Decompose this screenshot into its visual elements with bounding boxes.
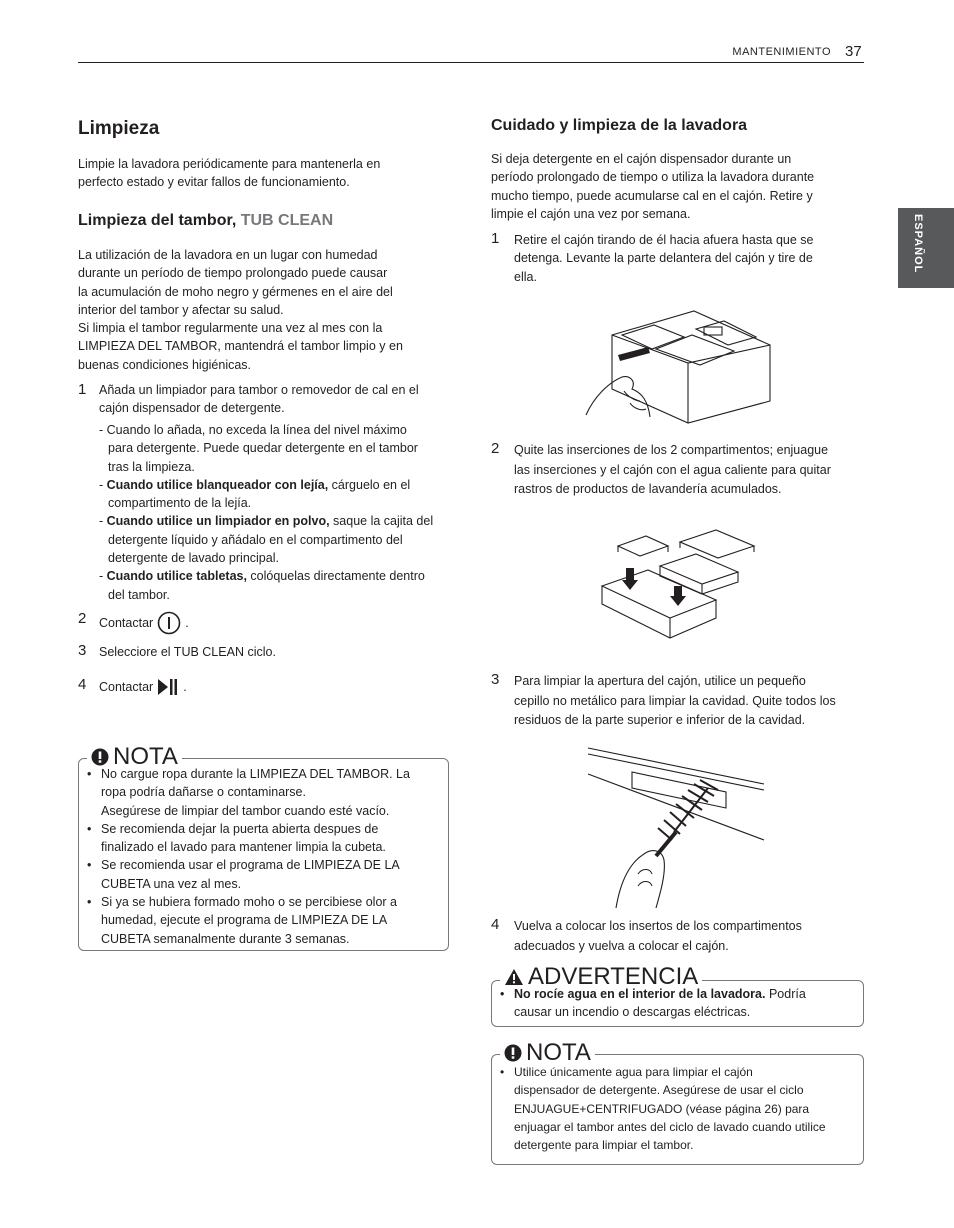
warning-title: ADVERTENCIA [500, 964, 702, 990]
inserts-removal-illustration [598, 528, 758, 646]
note-item: • Utilice únicamente agua para limpiar el cajón dispensador de detergente. Asegúrese de usar el ciclo ENJUAGUE+CENTRIFUGADO (véase página 26) para enjuagar el tambor antes del ciclo de lavado cuando utilice detergente para limpiar el tambor. [500, 1063, 858, 1154]
warning-triangle-icon [504, 968, 524, 986]
language-tab [898, 208, 954, 288]
step-number: 1 [491, 230, 500, 247]
drum-body-text: La utilización de la lavadora en un lugar con humedad durante un período de tiempo prolongado puede causar la acumulación de moho negro y gérmenes en el aire del interior del tambor y afectar su salud. Si limpia el tambor regularmente una vez al mes con la LIMPIEZA DEL TAMBOR, mantendrá el tambor limpio y en buenas condiciones higiénicas. [78, 248, 403, 372]
step4-text: Contactar . [99, 677, 187, 697]
header-rule [78, 62, 864, 63]
note-box [491, 1039, 864, 1165]
step3-text: Selecciore el TUB CLEAN ciclo. [99, 645, 276, 659]
step2-text: Contactar . [99, 611, 189, 635]
care-step1-text: Retire el cajón tirando de él hacia afuera hasta que se detenga. Levante la parte delantera del cajón y tire de ella. [514, 233, 814, 284]
note-item: • No cargue ropa durante la LIMPIEZA DEL TAMBOR. La ropa podría dañarse o contaminarse. Asegúrese de limpiar del tambor cuando esté vacío. [87, 765, 442, 820]
care-step3-text: Para limpiar la apertura del cajón, utilice un pequeño cepillo no metálico para limpiar la cavidad. Quite todos los residuos de la parte superior e inferior de la cavidad. [514, 674, 836, 727]
start-pause-icon [157, 677, 179, 697]
warning-box [491, 963, 864, 1027]
note-box [78, 743, 449, 951]
exclamation-circle-icon [91, 748, 109, 766]
care-title: Cuidado y limpieza de la lavadora [491, 117, 748, 134]
step1-sublist: - Cuando lo añada, no exceda la línea del nivel máximo para detergente. Puede quedar detergente en el tambor tras la limpieza. - Cuando utilice blanqueador con lejía, cárguelo en el compartimento de la lejía. - Cuando utilice un limpiador en polvo, saque la cajita del detergente líquido y añádalo en el compartimento del detergente de lavado principal. - Cuando utilice tabletas, colóquelas directamente dentro del tambor. [99, 423, 434, 602]
care-step4-text: Vuelva a colocar los insertos de los compartimentos adecuados y vuelva a colocar el cajón. [514, 919, 802, 953]
drum-cleaning-subtitle: Limpieza del tambor, TUB CLEAN [78, 212, 334, 229]
note-title: NOTA [500, 1040, 595, 1066]
drawer-removal-illustration [584, 305, 778, 427]
step-number: 1 [78, 381, 87, 398]
section-title: Limpieza [78, 118, 160, 139]
page-number: 37 [845, 43, 862, 60]
warning-item: • No rocíe agua en el interior de la lavadora. Podría causar un incendio o descargas eléctricas. [500, 985, 858, 1022]
step-number: 4 [491, 916, 500, 933]
note-item: • Se recomienda dejar la puerta abierta despues de finalizado el lavado para mantener limpia la cubeta. [87, 820, 442, 857]
note-list [500, 1063, 858, 1154]
tub-clean-label: TUB CLEAN [240, 212, 334, 229]
step-number: 3 [491, 671, 500, 688]
step1-text: Añada un limpiador para tambor o removedor de cal en el cajón dispensador de detergente. [99, 383, 419, 416]
language-tab-label: ESPAÑOL [912, 214, 924, 274]
header-section-title: MANTENIMIENTO [732, 46, 831, 58]
step-number: 4 [78, 676, 87, 693]
step-number: 2 [491, 440, 500, 457]
step-number: 2 [78, 610, 87, 627]
note-item: • Se recomienda usar el programa de LIMPIEZA DE LA CUBETA una vez al mes. [87, 856, 442, 893]
cavity-brush-illustration [586, 744, 768, 908]
power-icon [157, 611, 181, 635]
exclamation-circle-icon [504, 1044, 522, 1062]
care-intro: Si deja detergente en el cajón dispensador durante un período prolongado de tiempo o utiliza la lavadora durante mucho tiempo, puede acumularse cal en el cajón. Retire y limpie el cajón una vez por semana. [491, 152, 815, 221]
note-item: • Si ya se hubiera formado moho o se percibiese olor a humedad, ejecute el programa de LIMPIEZA DE LA CUBETA semanalmente durante 3 semanas. [87, 893, 442, 948]
step-number: 3 [78, 642, 87, 659]
warning-list [500, 985, 858, 1022]
intro-text: Limpie la lavadora periódicamente para mantenerla en perfecto estado y evitar fallos de funcionamiento. [78, 157, 381, 190]
note-title: NOTA [87, 744, 182, 770]
care-step2-text: Quite las inserciones de los 2 compartimentos; enjuague las inserciones y el cajón con el agua caliente para quitar rastros de productos de lavandería acumulados. [514, 443, 831, 496]
note-list [87, 765, 442, 948]
